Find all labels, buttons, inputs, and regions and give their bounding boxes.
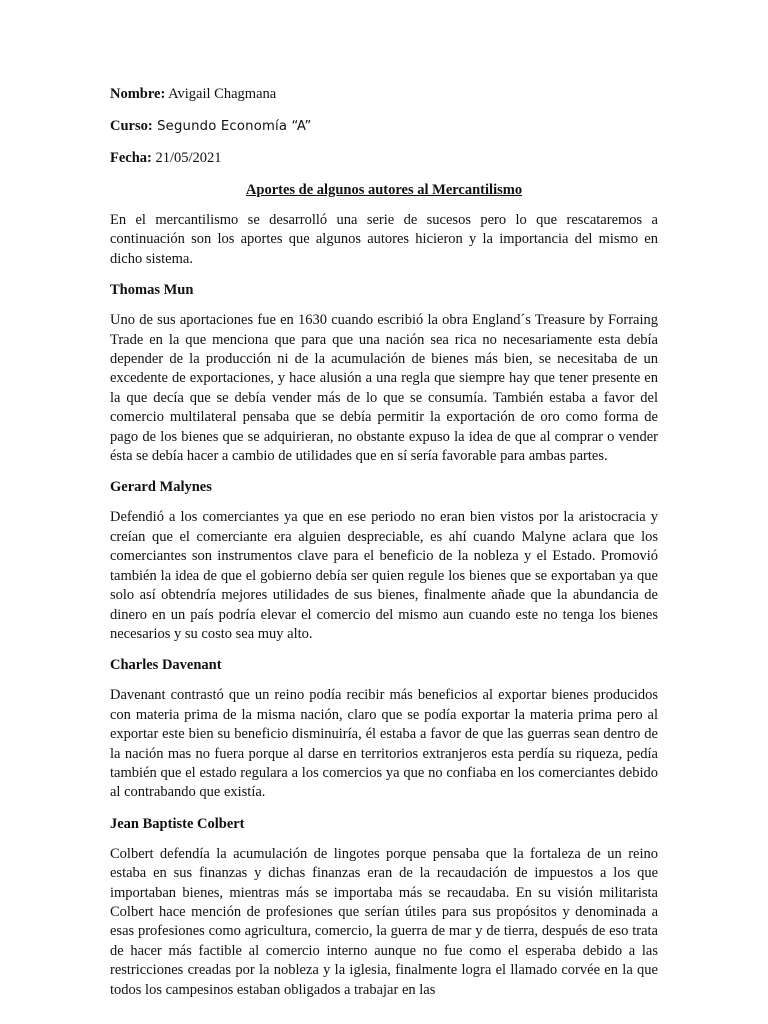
document-title: Aportes de algunos autores al Mercantilismo bbox=[245, 182, 523, 198]
course-line bbox=[110, 116, 658, 137]
name-line bbox=[110, 84, 658, 105]
course-label: Curso: bbox=[110, 118, 153, 134]
section-body-charles-davenant: Davenant contrastó que un reino podía recibir más beneficios al exportar bienes producidos con materia prima de la misma nación, claro que se podía exportar la materia prima pero al exportar este bien su beneficio disminuiría, él estaba a favor de que las guerras sean dentro de la nación mas no fuera porque al darse en territorios extranjeros esta perdía su riqueza, pedía también que el estado regulara a los comercios ya que no confiaba en los comerciantes debido al contrabando que existía. bbox=[110, 687, 658, 801]
date-label: Fecha: bbox=[110, 150, 152, 166]
section-body-gerard-malynes: Defendió a los comerciantes ya que en ese periodo no eran bien vistos por la aristocracia y creían que el comerciante era alguien despreciable, es ahí cuando Malyne aclara que los comerciantes son instrumentos clave para el beneficio de la nobleza y el Estado. Promovió también la idea de que el gobierno debía ser quien regule los bienes que se exportaban ya que solo así obtendría mejores utilidades de sus bienes, finalmente añade que la abundancia de dinero en un país podría elevar el comercio del mismo aun cuando este no tenga los bienes necesarios y su costo sea muy alto. bbox=[110, 509, 658, 642]
date-value: 21/05/2021 bbox=[151, 150, 222, 166]
date-line bbox=[110, 148, 658, 169]
section-body-jean-baptiste-colbert: Colbert defendía la acumulación de lingotes porque pensaba que la fortaleza de un reino estaba en sus finanzas y dichas finanzas eran de la recaudación de impuestos a los que importaban bienes, mientras más se importaba más se recaudaba. En su visión militarista Colbert hace mención de profesiones que serían útiles para sus propósitos y denominada a esas profesiones como agricultura, comercio, la guerra de mar y de tierra, después de eso trata de hacer más factible al comercio interno aunque no fue como el esperaba debido a las restricciones creadas por la nobleza y la iglesia, finalmente logra el llamado corvée en la que todos los campesinos estaban obligados a trabajar en las bbox=[110, 845, 658, 998]
section-heading-thomas-mun: Thomas Mun bbox=[110, 282, 194, 299]
name-value: Avigail Chagmana bbox=[165, 86, 277, 102]
section-heading-gerard-malynes: Gerard Malynes bbox=[110, 479, 212, 496]
intro-paragraph: En el mercantilismo se desarrolló una serie de sucesos pero lo que rescataremos a continuación son los aportes que algunos autores hicieron y la importancia del mismo en dicho sistema. bbox=[110, 212, 658, 267]
section-heading-jean-baptiste-colbert: Jean Baptiste Colbert bbox=[110, 815, 245, 832]
name-label: Nombre: bbox=[110, 86, 166, 102]
course-value: Segundo Economía “A” bbox=[152, 119, 312, 134]
section-body-thomas-mun: Uno de sus aportaciones fue en 1630 cuando escribió la obra England´s Treasure by Forraing Trade en la que menciona que para que una nación sea rica no necesariamente esta debía depender de la producción ni de la acumulación de bienes más bien, se necesitaba de un excedente de exportaciones, y hace alusión a una regla que siempre hay que tener presente en la que decía que se debía vender más de lo que se consumía. También estaba a favor del comercio multilateral pensaba que se debía permitir la exportación de oro como forma de pago de los bienes que se adquirieran, no obstante expuso la idea de que al comprar o vender ésta se debía hacer a cambio de utilidades que en sí sería favorable para ambas partes. bbox=[110, 312, 658, 465]
document-content bbox=[110, 84, 658, 1011]
section-heading-charles-davenant: Charles Davenant bbox=[110, 657, 222, 674]
